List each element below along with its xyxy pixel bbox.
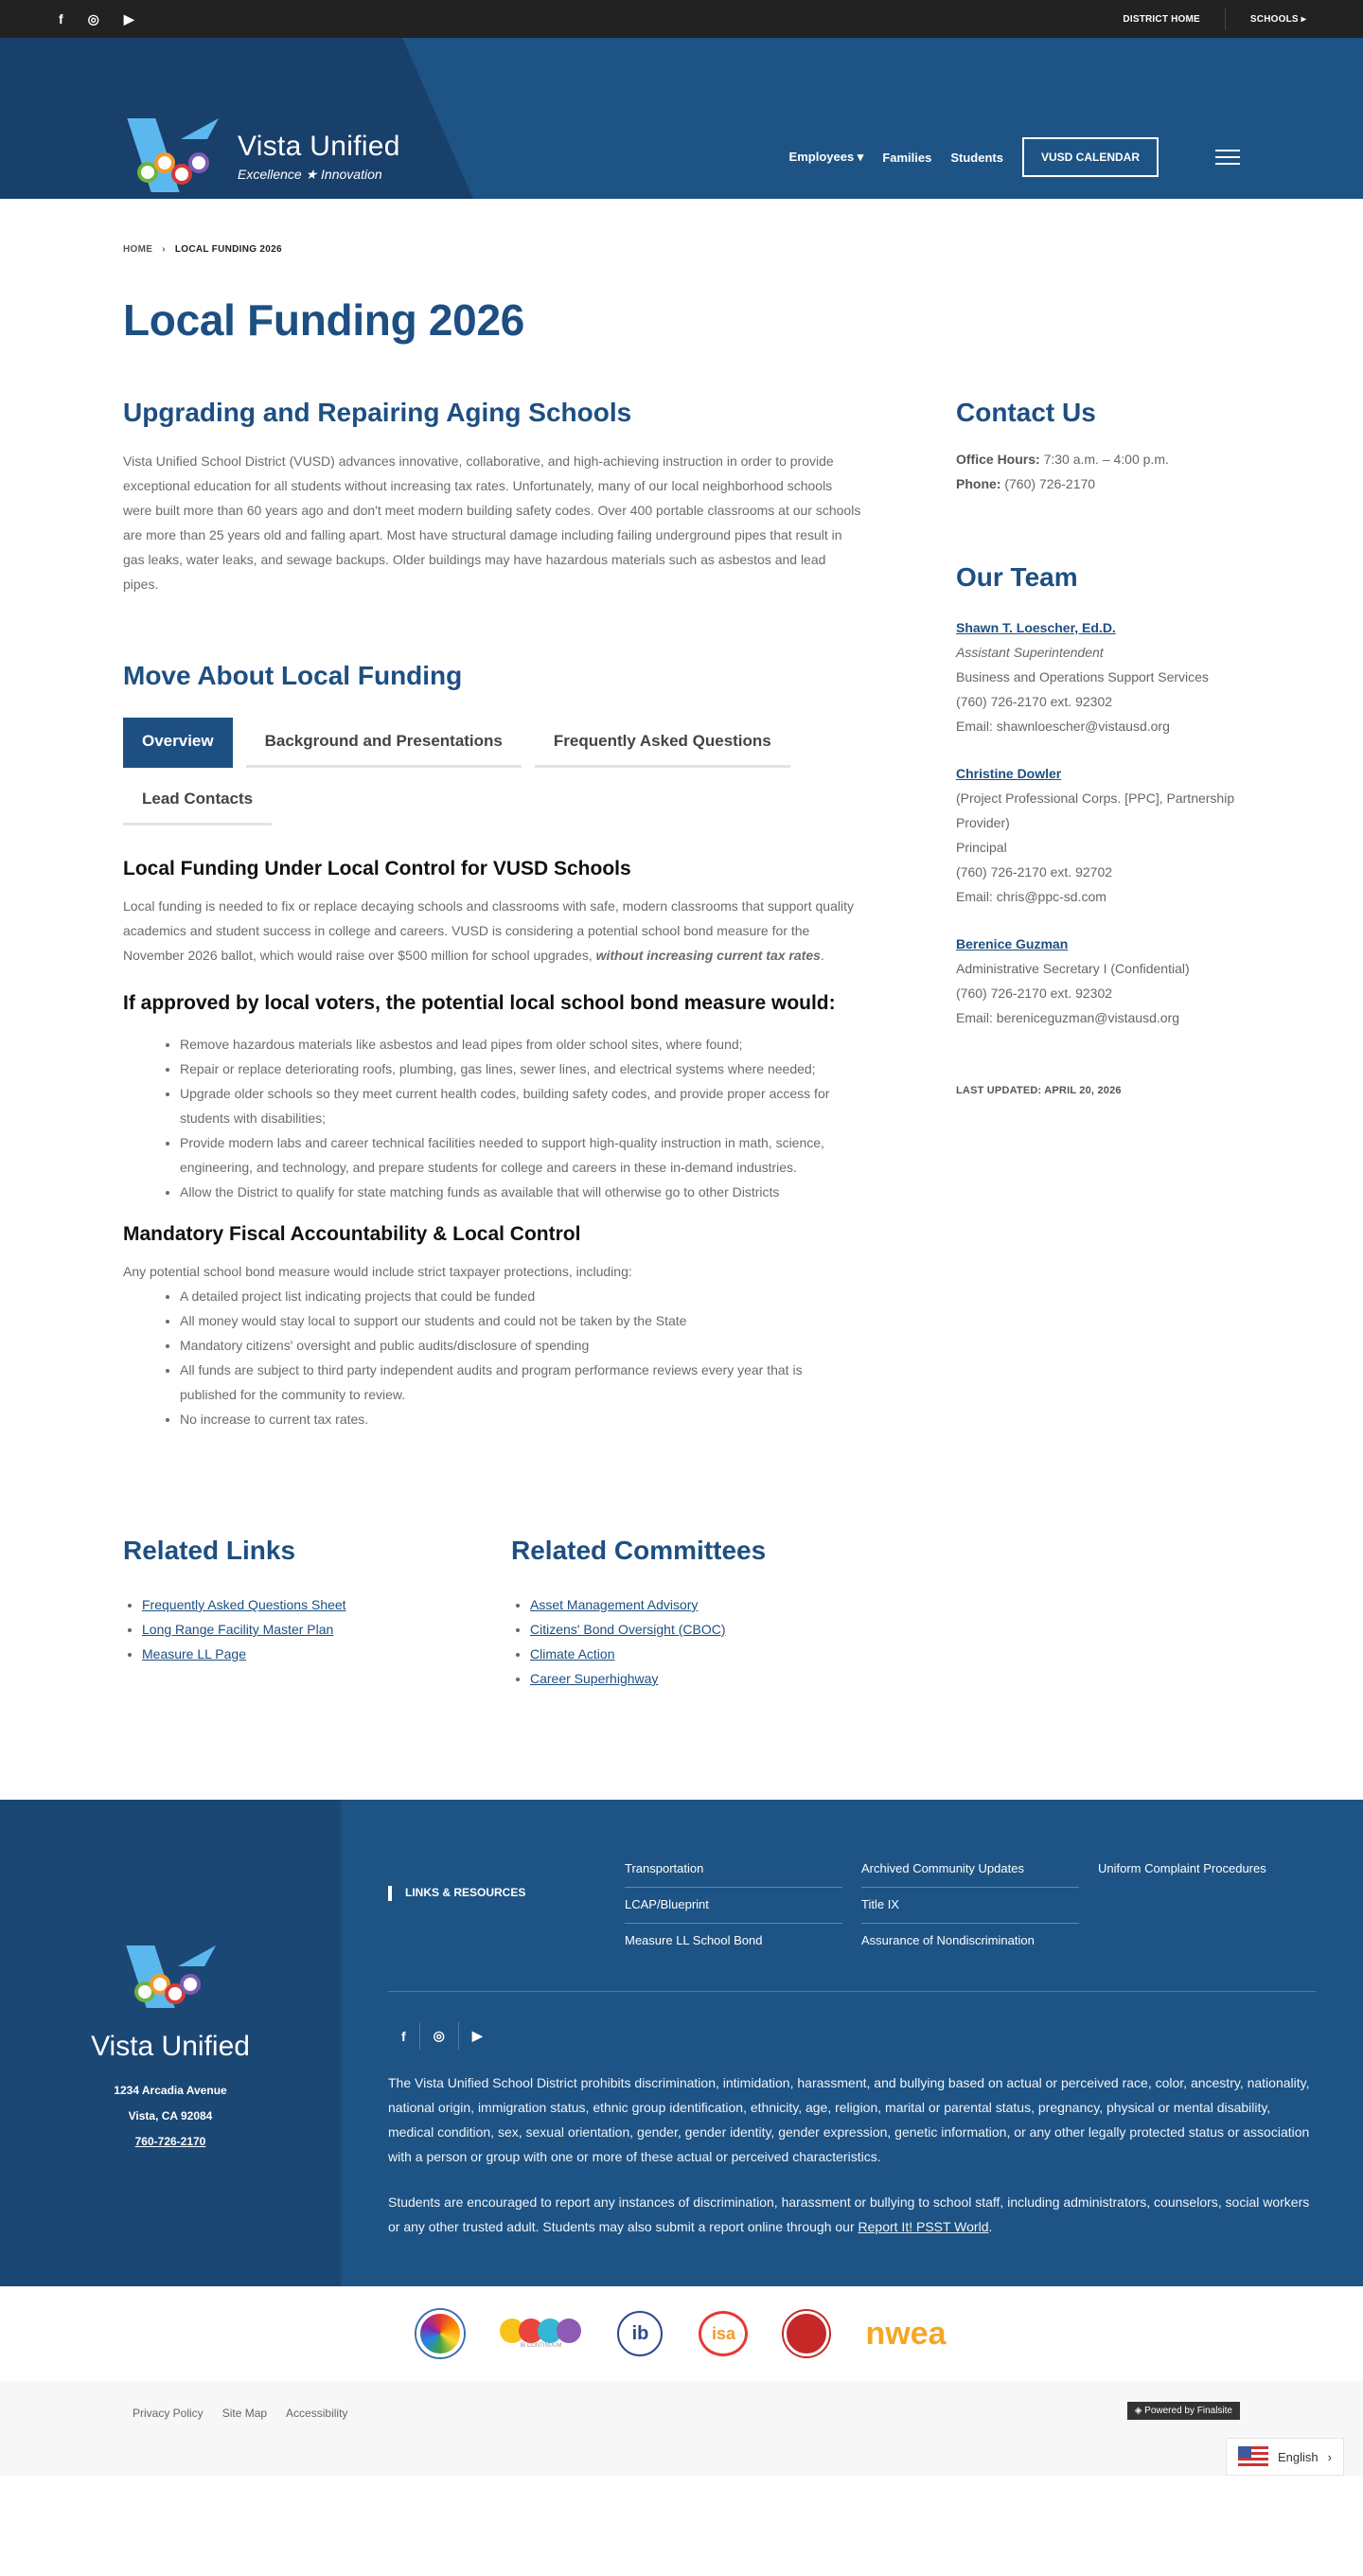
member-name-link[interactable]: Shawn T. Loescher, Ed.D. (956, 620, 1116, 635)
nondiscrimination-statement: The Vista Unified School District prohibits discrimination, intimidation, harassment, and bullying based on actual or perceived race, color, ancestry, nationality, national origin, immigration status, ethnic group identification, ethnicity, age, religion, marital or parental status, pregnancy, physical or mental disability, medical condition, sex, sexual orientation, gender, gender identity, gender expression, genetic information, or any other legally protected status or association with a person or group with one or more of these actual or perceived characteristics. (388, 2075, 1310, 2164)
youtube-icon[interactable]: ▶ (471, 2028, 483, 2043)
member-dept: Business and Operations Support Services (956, 669, 1209, 684)
divider (1225, 8, 1226, 30)
member-phone: (760) 726-2170 ext. 92302 (956, 694, 1113, 709)
page-title: Local Funding 2026 (123, 295, 525, 345)
list-item: • All funds are subject to third party independent audits and program performance reviews every year that is published for the community to review. (180, 1358, 861, 1407)
member-phone: (760) 726-2170 ext. 92302 (956, 986, 1113, 1001)
overview-paragraph: Local funding is needed to fix or replace decaying schools and classrooms with safe, modern classrooms that support quality academics and student success in college and careers. VUSD is considering a potential school bond measure for the November 2026 ballot, which would raise over $500 million for school upgrades, without increasing current tax rates. (123, 898, 854, 963)
footer-contact (0, 1800, 341, 2286)
report-statement: Students are encouraged to report any instances of discrimination, harassment or bullying to school staff, including administrators, counselors, social workers or any other trusted adult. Students may also submit a report online through our Report It! PSST World. (388, 2194, 1310, 2234)
tab-overview[interactable]: Overview (123, 718, 233, 768)
committee-link[interactable]: Citizens' Bond Oversight (CBOC) (530, 1622, 726, 1637)
member-phone: (760) 726-2170 ext. 92702 (956, 864, 1113, 879)
overview-heading: Local Funding Under Local Control for VUSD Schools (123, 858, 631, 879)
office-hours: Office Hours: 7:30 a.m. – 4:00 p.m. (956, 452, 1169, 467)
main-column (123, 398, 861, 1431)
social-links (59, 11, 134, 27)
chevron-right-icon: › (1327, 2449, 1332, 2464)
language-selector[interactable] (1226, 2438, 1344, 2476)
tab-background-presentations[interactable]: Background and Presentations (246, 718, 522, 768)
site-map-link[interactable]: Site Map (221, 2407, 268, 2420)
footer-address-line1: 1234 Arcadia Avenue (114, 2084, 227, 2097)
ib-world-school-logo[interactable]: ib (617, 2311, 663, 2356)
tab-faq[interactable]: Frequently Asked Questions (535, 718, 790, 768)
japan-society-logo[interactable] (784, 2311, 829, 2356)
powered-by-badge[interactable]: ◈ Powered by Finalsite (1127, 2402, 1240, 2420)
more-heading: Move About Local Funding (123, 661, 463, 690)
bond-measure-heading: If approved by local voters, the potential local school bond measure would: (123, 992, 836, 1014)
site-tagline: Excellence ★ Innovation (238, 166, 382, 182)
report-it-link[interactable]: Report It! PSST World (858, 2219, 989, 2234)
team-member (956, 932, 1240, 1030)
office-phone: Phone: (760) 726-2170 (956, 476, 1096, 491)
hamburger-menu-icon[interactable] (1215, 150, 1240, 165)
member-email: Email: bereniceguzman@vistausd.org (956, 1010, 1179, 1025)
member-title: Assistant Superintendent (956, 645, 1104, 660)
list-item: • All money would stay local to support our students and could not be taken by the State (180, 1308, 861, 1333)
breadcrumb (123, 199, 1240, 255)
member-email: Email: shawnloescher@vistausd.org (956, 719, 1170, 734)
member-name-link[interactable]: Berenice Guzman (956, 936, 1069, 951)
links-resources-title: LINKS & RESOURCES (388, 1852, 625, 1959)
youtube-icon[interactable]: ▶ (123, 10, 134, 27)
accountability-intro: Any potential school bond measure would include strict taxpayer protections, including: (123, 1264, 632, 1279)
list-item: • Remove hazardous materials like asbestos and lead pipes from older school sites, where found; (180, 1032, 861, 1057)
nav-families[interactable]: Families (882, 150, 932, 165)
vista-logo-icon (133, 1942, 208, 2014)
schools-menu[interactable]: SCHOOLS ▸ (1249, 13, 1306, 25)
nav-employees[interactable]: Employees ▾ (788, 150, 864, 164)
accessibility-link[interactable]: Accessibility (286, 2407, 348, 2420)
member-name-link[interactable]: Christine Dowler (956, 766, 1062, 781)
vista-logo-icon (135, 115, 222, 198)
member-email: Email: chris@ppc-sd.com (956, 889, 1106, 904)
accountability-heading: Mandatory Fiscal Accountability & Local Control (123, 1223, 581, 1245)
breadcrumb-home[interactable]: HOME (123, 244, 153, 255)
facebook-icon[interactable]: f (388, 2023, 420, 2050)
footer-link[interactable]: Uniform Complaint Procedures (1098, 1861, 1266, 1875)
footer-site-name: Vista Unified (91, 2031, 250, 2062)
list-item: • Provide modern labs and career technical facilities needed to support high-quality instruction in math, science, engineering, and technology, and prepare students for college and careers in these in-demand industries. (180, 1130, 861, 1180)
committee-link[interactable]: Asset Management Advisory (530, 1597, 699, 1612)
tab-panel-overview (123, 858, 861, 1431)
ib-continuum-logo[interactable]: IB CONTINUUM (500, 2318, 581, 2349)
related-committees-heading: Related Committees (511, 1536, 767, 1565)
footer-link[interactable]: Archived Community Updates (861, 1852, 1079, 1888)
district-home-link[interactable]: DISTRICT HOME (1123, 13, 1200, 25)
chevron-right-icon: › (162, 244, 166, 255)
committee-link[interactable]: Career Superhighway (530, 1671, 659, 1686)
list-item: • No increase to current tax rates. (180, 1407, 861, 1431)
isa-logo[interactable]: isa (699, 2311, 748, 2356)
related-link[interactable]: Measure LL Page (142, 1646, 246, 1661)
intro-body: Vista Unified School District (VUSD) advances innovative, collaborative, and high-achieving instruction in order to provide exceptional education for all students without increasing tax rates. Unfortunately, many of our local neighborhood schools were built more than 60 years ago and don't meet modern building safety codes. Over 400 portable classrooms at our schools are more than 25 years old and falling apart. Most have structural damage including failing underground pipes that result in gas leaks, water leaks, and sewage backups. Older buildings may have hazardous materials such as asbestos and lead pipes. (123, 453, 861, 592)
footer-link[interactable]: Measure LL School Bond (625, 1933, 763, 1947)
footer-address-line2: Vista, CA 92084 (128, 2109, 213, 2123)
bottom-bar (0, 2381, 1363, 2476)
finalsite-icon: ◈ (1134, 2406, 1145, 2416)
privacy-policy-link[interactable]: Privacy Policy (133, 2407, 204, 2420)
team-member (956, 615, 1240, 738)
tab-list (123, 718, 861, 833)
footer-links-grid (625, 1852, 1316, 1959)
breadcrumb-current: LOCAL FUNDING 2026 (174, 244, 282, 255)
contact-heading: Contact Us (956, 398, 1096, 427)
footer-link[interactable]: Assurance of Nondiscrimination (861, 1933, 1035, 1947)
list-item: • Allow the District to qualify for state matching funds as available that will otherwise go to other Districts (180, 1180, 861, 1204)
tab-lead-contacts[interactable]: Lead Contacts (123, 775, 272, 826)
team-heading: Our Team (956, 562, 1078, 592)
related-link[interactable]: Long Range Facility Master Plan (142, 1622, 334, 1637)
language-label: English (1278, 2449, 1319, 2464)
accountability-list (123, 1284, 861, 1431)
committee-link[interactable]: Climate Action (530, 1646, 615, 1661)
partner-logos (0, 2286, 1363, 2381)
related-link[interactable]: Frequently Asked Questions Sheet (142, 1597, 346, 1612)
last-updated: LAST UPDATED: APRIL 20, 2026 (956, 1085, 1122, 1096)
member-title: Principal (956, 840, 1007, 855)
sidebar (956, 398, 1240, 1431)
team-member (956, 761, 1240, 909)
member-org: (Project Professional Corps. [PPC], Partnership Provider) (956, 791, 1235, 830)
site-logo[interactable] (135, 115, 400, 198)
member-title: Administrative Secretary I (Confidential) (956, 961, 1190, 976)
footer-link[interactable]: Transportation (625, 1852, 842, 1888)
vusd-calendar-button[interactable]: VUSD CALENDAR (1022, 137, 1159, 177)
footer-phone-link[interactable]: 760-726-2170 (134, 2135, 206, 2148)
related-links-heading: Related Links (123, 1536, 296, 1565)
footer-social (388, 2022, 1316, 2050)
facebook-icon[interactable]: f (59, 11, 63, 27)
site-footer (0, 1800, 1363, 2286)
instagram-icon[interactable]: ◎ (420, 2022, 459, 2050)
us-flag-icon (1238, 2446, 1268, 2467)
list-item: • Repair or replace deteriorating roofs, plumbing, gas lines, sewer lines, and electrical systems where needed; (180, 1057, 861, 1081)
list-item: • A detailed project list indicating projects that could be funded (180, 1284, 861, 1308)
caret-right-icon: ▸ (1301, 13, 1306, 25)
intro-heading: Upgrading and Repairing Aging Schools (123, 398, 632, 427)
nwea-logo[interactable]: nwea (865, 2315, 947, 2352)
nav-students[interactable]: Students (950, 150, 1003, 165)
related-section (123, 1536, 1240, 1800)
footer-link[interactable]: LCAP/Blueprint (625, 1888, 842, 1924)
site-title: Vista Unified (238, 130, 400, 162)
utility-bar (0, 0, 1363, 38)
list-item: • Mandatory citizens' oversight and public audits/disclosure of spending (180, 1333, 861, 1358)
cognia-logo[interactable] (416, 2310, 464, 2357)
list-item: • Upgrade older schools so they meet current health codes, building safety codes, and provide proper access for students with disabilities; (180, 1081, 861, 1130)
main-nav (789, 137, 1240, 177)
footer-link[interactable]: Title IX (861, 1888, 1079, 1924)
bond-measure-list (123, 1032, 861, 1204)
site-header (0, 38, 1363, 199)
instagram-icon[interactable]: ◎ (87, 10, 99, 27)
